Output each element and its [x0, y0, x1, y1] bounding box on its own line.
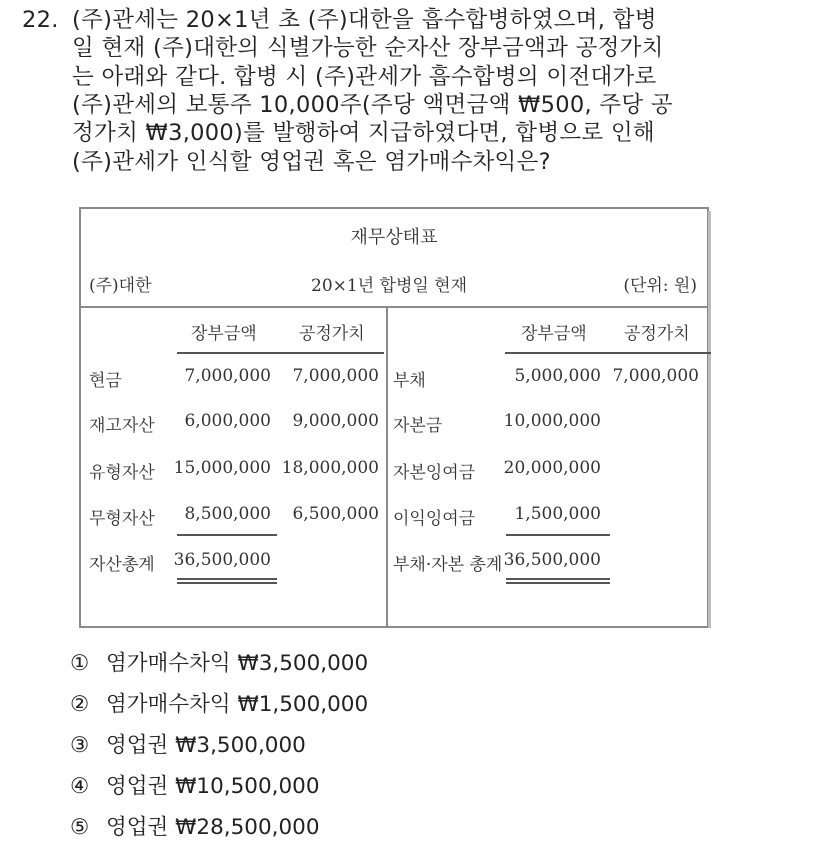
choice-5[interactable]: [70, 810, 320, 841]
choice-marker: ⑤: [70, 815, 90, 840]
statement-date: 20×1년 합병일 현재: [311, 276, 468, 296]
asset-total-label: 자산총계: [89, 555, 155, 575]
center-divider: [386, 308, 388, 626]
question-line-5: 정가치 ₩3,000)를 발행하여 지급하였다면, 합병으로 인해: [72, 120, 655, 147]
balance-sheet: [79, 207, 709, 628]
le-book: 20,000,000: [503, 458, 601, 478]
asset-item: 재고자산: [89, 416, 155, 436]
choice-text: 염가매수차익 ₩1,500,000: [106, 692, 369, 717]
le-book: 10,000,000: [503, 411, 601, 431]
asset-fair: 6,500,000: [292, 504, 379, 524]
choice-marker: ②: [70, 692, 90, 717]
le-item: 자본금: [393, 416, 443, 436]
choice-2[interactable]: [70, 687, 368, 718]
choice-text: 영업권 ₩10,500,000: [106, 774, 320, 799]
right-header-book: 장부금액: [521, 324, 587, 344]
asset-item: 현금: [89, 371, 122, 391]
choice-marker: ①: [70, 651, 90, 676]
asset-item: 유형자산: [89, 463, 155, 483]
header-divider: [81, 306, 707, 308]
choice-1[interactable]: [70, 646, 368, 677]
le-item: 자본잉여금: [393, 463, 476, 483]
asset-fair: 9,000,000: [292, 411, 379, 431]
le-book: 1,500,000: [514, 504, 601, 524]
le-fair: 7,000,000: [612, 366, 699, 386]
asset-book: 8,500,000: [184, 504, 271, 524]
le-item: 이익잉여금: [393, 509, 476, 529]
le-total-book: 36,500,000: [503, 550, 601, 570]
left-header-book: 장부금액: [191, 324, 257, 344]
left-header-fair: 공정가치: [299, 324, 365, 344]
choice-text: 염가매수차익 ₩3,500,000: [106, 651, 369, 676]
asset-fair: 7,000,000: [292, 366, 379, 386]
question-line-3: 는 아래와 같다. 합병 시 (주)관세가 흡수합병의 이전대가로: [72, 63, 657, 90]
le-item: 부채: [393, 371, 426, 391]
asset-book: 15,000,000: [173, 458, 271, 478]
question-number: 22.: [22, 7, 59, 33]
statement-company: (주)대한: [89, 276, 152, 296]
asset-total-book: 36,500,000: [173, 550, 271, 570]
asset-book: 7,000,000: [184, 366, 271, 386]
question-line-2: 일 현재 (주)대한의 식별가능한 순자산 장부금액과 공정가치: [72, 35, 664, 62]
asset-book: 6,000,000: [184, 411, 271, 431]
choice-4[interactable]: [70, 769, 320, 800]
question-line-1: (주)관세는 20×1년 초 (주)대한을 흡수합병하였으며, 합병: [72, 7, 657, 33]
choice-3[interactable]: [70, 728, 306, 759]
le-total-label: 부채·자본 총계: [393, 555, 503, 575]
choice-marker: ③: [70, 733, 90, 758]
question-line-6: (주)관세가 인식할 영업권 혹은 염가매수차익은?: [72, 148, 551, 175]
choice-text: 영업권 ₩3,500,000: [106, 733, 306, 758]
asset-item: 무형자산: [89, 509, 155, 529]
right-header-fair: 공정가치: [624, 324, 690, 344]
statement-title: 재무상태표: [350, 227, 438, 248]
choice-text: 영업권 ₩28,500,000: [106, 815, 320, 840]
question-line-4: (주)관세의 보통주 10,000주(주당 액면금액 ₩500, 주당 공: [72, 91, 673, 118]
le-book: 5,000,000: [514, 366, 601, 386]
choice-marker: ④: [70, 774, 90, 799]
statement-unit: (단위: 원): [623, 276, 697, 296]
asset-fair: 18,000,000: [281, 458, 379, 478]
